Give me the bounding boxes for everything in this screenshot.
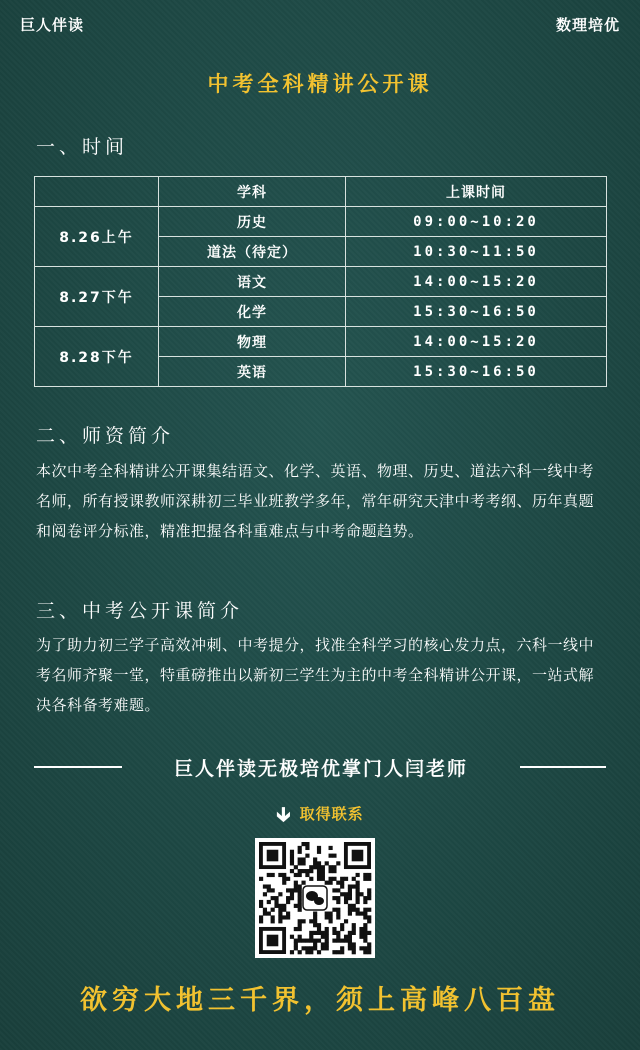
banner-divider-right	[520, 766, 606, 768]
subject-cell: 化学	[159, 297, 346, 327]
qr-code[interactable]	[255, 838, 375, 958]
time-cell: 14:00~15:20	[346, 267, 607, 297]
contact-label: 取得联系	[299, 805, 364, 823]
section-heading-time: 一、时间	[36, 136, 129, 158]
banner-title: 巨人伴读无极培优掌门人闫老师	[173, 758, 468, 780]
table-row	[35, 267, 607, 297]
subject-cell: 历史	[159, 207, 346, 237]
slogan: 欲穷大地三千界，须上高峰八百盘	[80, 985, 560, 1016]
contact-row	[0, 800, 640, 834]
brand-right: 数理培优	[555, 16, 620, 34]
table-row	[35, 207, 607, 237]
banner-divider-left	[34, 766, 122, 768]
subject-cell: 道法（待定）	[159, 237, 346, 267]
teachers-paragraph: 本次中考全科精讲公开课集结语文、化学、英语、物理、历史、道法六科一线中考名师，所有授课教师深耕初三毕业班教学多年，常年研究天津中考考纲、历年真题和阅卷评分标准，精准把握各科重难点与中考命题趋势。	[36, 462, 595, 540]
time-cell: 10:30~11:50	[346, 237, 607, 267]
date-cell: 8.28下午	[35, 327, 159, 387]
time-cell: 15:30~16:50	[346, 357, 607, 387]
qr-code-graphic	[255, 838, 375, 958]
table-row	[35, 327, 607, 357]
table-header-row	[35, 177, 607, 207]
wechat-icon	[303, 886, 327, 910]
date-cell: 8.27下午	[35, 267, 159, 327]
time-cell: 09:00~10:20	[346, 207, 607, 237]
page-title: 中考全科精讲公开课	[207, 72, 433, 96]
table-header-time: 上课时间	[346, 177, 607, 207]
brand-left: 巨人伴读	[20, 16, 85, 34]
time-cell: 15:30~16:50	[346, 297, 607, 327]
intro-paragraph: 为了助力初三学子高效冲刺、中考提分，找准全科学习的核心发力点，六科一线中考名师齐聚一堂，特重磅推出以新初三学生为主的中考全科精讲公开课，一站式解决各科备考难题。	[36, 636, 595, 714]
date-cell: 8.26上午	[35, 207, 159, 267]
schedule-table	[34, 176, 607, 387]
subject-cell: 语文	[159, 267, 346, 297]
section-heading-intro: 三、中考公开课简介	[36, 600, 244, 622]
subject-cell: 英语	[159, 357, 346, 387]
section-heading-teachers: 二、师资简介	[36, 425, 175, 447]
table-header-empty	[35, 177, 159, 207]
table-header-subject: 学科	[159, 177, 346, 207]
subject-cell: 物理	[159, 327, 346, 357]
down-arrow-icon: 🡳	[276, 802, 292, 826]
time-cell: 14:00~15:20	[346, 327, 607, 357]
